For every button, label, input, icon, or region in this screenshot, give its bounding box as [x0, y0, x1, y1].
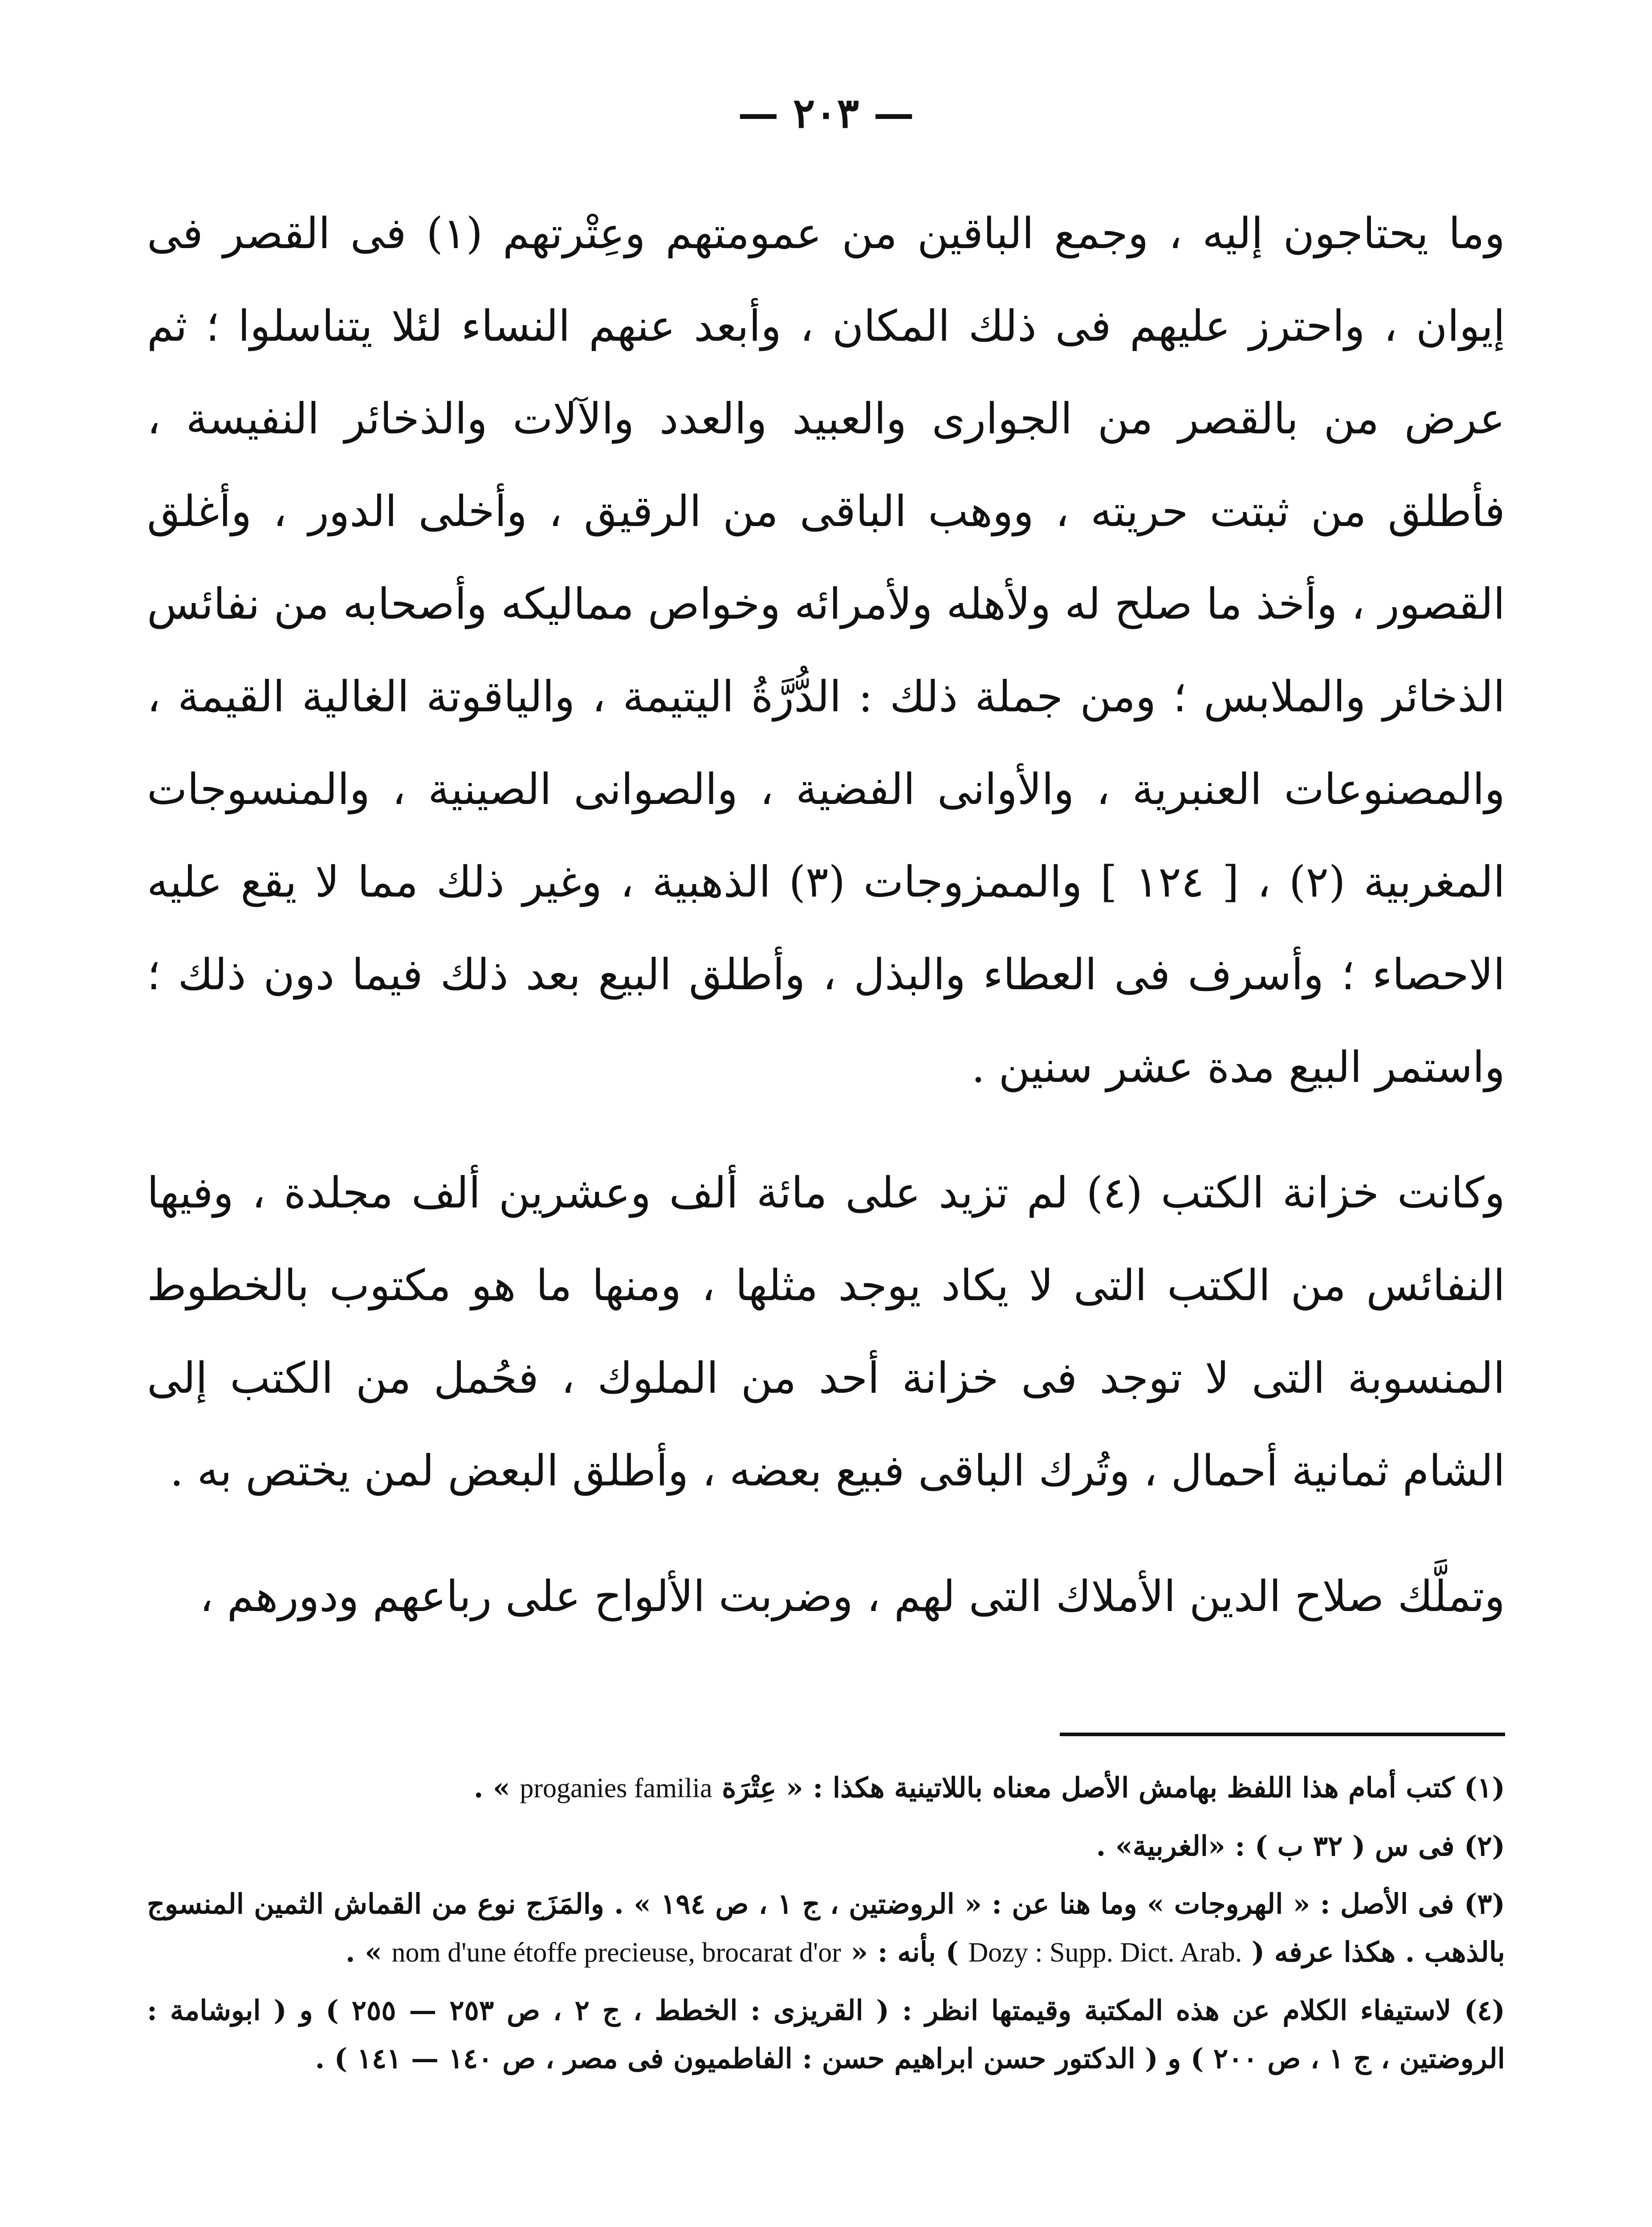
footnote-3-tail-2: » .	[346, 1936, 382, 1968]
footnote-2	[147, 1822, 1505, 1870]
footnote-1	[147, 1764, 1505, 1812]
footnote-3	[147, 1880, 1505, 1977]
page-number: — ٢٠٣ —	[737, 89, 915, 137]
paragraph-1: وما يحتاجون إليه ، وجمع الباقين من عمومتهم وعِتْرتهم (١) فى القصر فى إيوان ، واحترز عليهم فى ذلك المكان ، وأبعد عنهم النساء لئلا يتناسلوا ؛ ثم عرض من بالقصر من الجوارى والعبيد والعدد والآلات والذخائر النفيسة ، فأطلق من ثبتت حريته ، ووهب الباقى من الرقيق ، وأخلى الدور ، وأغلق القصور ، وأخذ ما صلح له ولأهله ولأمرائه وخواص مماليكه وأصحابه من نفائس الذخائر والملابس ؛ ومن جملة ذلك : الدُّرَّةُ اليتيمة ، والياقوتة الغالية القيمة ، والمصنوعات العنبرية ، والأوانى الفضية ، والصوانى الصينية ، والمنسوجات المغربية (٢) ، [ ١٢٤ ] والممزوجات (٣) الذهبية ، وغير ذلك مما لا يقع عليه الاحصاء ؛ وأسرف فى العطاء والبذل ، وأطلق البيع بعد ذلك فيما دون ذلك ؛ واستمر البيع مدة عشر سنين .	[147, 208, 1506, 1092]
paragraph-3: وتملَّك صلاح الدين الأملاك التى لهم ، وضربت الألواح على رباعهم ودورهم ،	[199, 1571, 1505, 1621]
footnote-3-latin: Dozy : Supp. Dict. Arab.	[968, 1937, 1242, 1968]
footnote-2-text: (٢) فى س ( ٣٢ ب ) : «الغربية» .	[1096, 1830, 1505, 1862]
footnote-1-latin: proganies familia	[520, 1773, 712, 1803]
footnote-1-text: (١) كتب أمام هذا اللفظ بهامش الأصل معناه باللاتينية هكذا : « عِتْرَة	[722, 1771, 1505, 1804]
footnote-4-text: (٤) لاستيفاء الكلام عن هذه المكتبة وقيمتها انظر : ( القريزى : الخطط ، ج ٢ ، ص ٢٥٣ — ٢٥٥ ) و ( ابوشامة : الروضتين ، ج ١ ، ص ٢٠٠ ) و ( الدكتور حسن ابراهيم حسن : الفاطميون فى مصر ، ص ١٤٠ — ١٤١ ) .	[147, 1994, 1505, 2075]
footnotes	[147, 1764, 1505, 2092]
main-text	[147, 187, 1505, 1643]
footnote-separator	[1060, 1733, 1505, 1736]
footnote-3-latin-2: nom d'une étoffe precieuse, brocarat d'or	[391, 1937, 841, 1968]
footnote-3-tail: ) بأنه : «	[850, 1936, 959, 1968]
footnote-1-tail: » .	[473, 1771, 510, 1804]
footnote-3-text: (٣) فى الأصل : « الهروجات » وما هنا عن : « الروضتين ، ج ١ ، ص ١٩٤ » . والمَزَج نوع من القماش الثمين المنسوج بالذهب . هكذا عرفه (	[147, 1888, 1505, 1968]
paragraph-2: وكانت خزانة الكتب (٤) لم تزيد على مائة ألف وعشرين ألف مجلدة ، وفيها النفائس من الكتب التى لا يكاد يوجد مثلها ، ومنها ما هو مكتوب بالخطوط المنسوبة التى لا توجد فى خزانة أحد من الملوك ، فحُمل من الكتب إلى الشام ثمانية أحمال ، وتُرك الباقى فبيع بعضه ، وأطلق البعض لمن يختص به .	[147, 1168, 1506, 1496]
footnote-4	[147, 1986, 1505, 2083]
